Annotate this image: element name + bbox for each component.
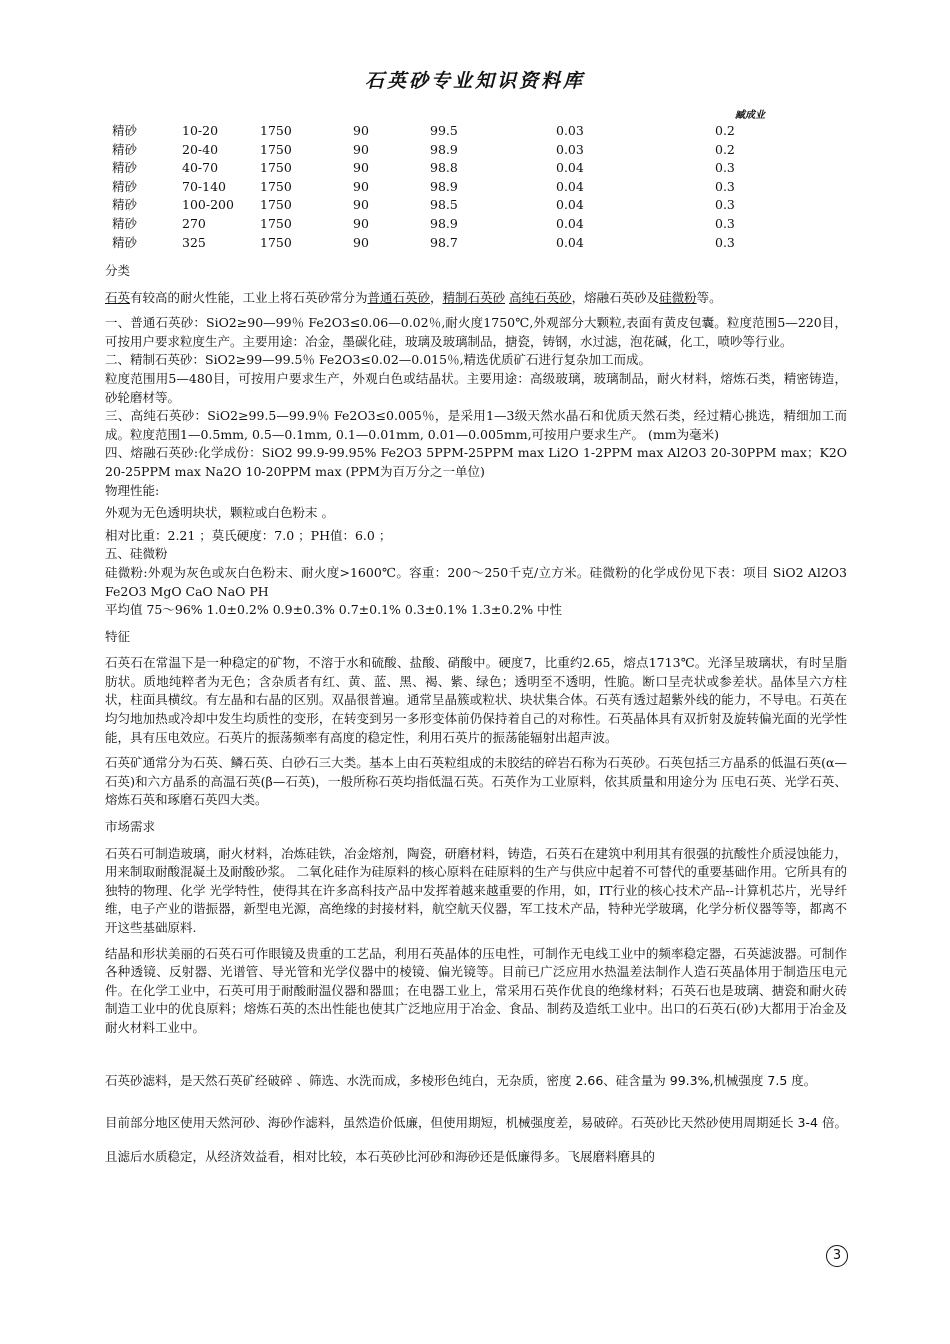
table-cell: 99.5	[430, 123, 458, 138]
table-cell: 0.04	[556, 234, 584, 250]
author-name: 臧成业	[735, 110, 765, 121]
table-cell: 90	[353, 234, 369, 250]
table-cell: 90	[353, 215, 369, 231]
table-cell: 70-140	[182, 178, 226, 194]
link-high-purity-quartz-sand[interactable]: 高纯石英砂	[509, 289, 572, 305]
table-cell: 0.3	[715, 197, 735, 213]
section-heading-market: 市场需求	[105, 819, 156, 835]
table-cell: 90	[353, 178, 369, 194]
page-number: 3	[826, 1245, 848, 1267]
section-heading-classification: 分类	[105, 263, 131, 278]
table-cell: 90	[353, 141, 369, 157]
intro-text-1: 有较高的耐火性能，工业上将石英砂常分为	[130, 289, 368, 305]
intro-text-5: 等。	[696, 289, 722, 305]
table-cell: 0.3	[715, 178, 735, 194]
classification-intro	[105, 289, 847, 308]
paragraph-silica: 硅微粉:外观为灰色或灰白色粉末、耐火度>1600℃。容重：200～250千克/立方米。硅微粉的化学成份见下表：项目 SiO2 Al2O3 Fe2O3 MgO CaO NaO PH	[105, 564, 847, 599]
table-cell: 精砂	[112, 197, 138, 213]
paragraph-high-purity: 三、高纯石英砂：SiO2≥99.5—99.9％ Fe2O3≤0.005％，是采用1—3级天然水晶石和优质天然石类，经过精心挑选，精细加工而成。粒度范围1—0.5mm, 0.5—0.1mm, 0.1—0.01mm, 0.01—0.005mm,可按用户要求生产。 (mm为毫米)	[105, 408, 847, 442]
table-cell: 0.04	[556, 178, 584, 194]
table-cell: 90	[353, 197, 369, 213]
table-cell: 0.3	[715, 234, 735, 250]
table-cell: 0.04	[556, 160, 584, 176]
paragraph-refined-detail: 粒度范围用5—480目，可按用户要求生产，外观白色或结晶状。主要用途：高级玻璃，玻璃制品，耐火材料，熔炼石类，精密铸造，砂轮磨材等。	[105, 370, 847, 405]
link-refined-quartz-sand[interactable]: 精制石英砂	[442, 289, 506, 305]
paragraph-properties: 相对比重：2.21 ；莫氏硬度：7.0 ；PH值：6.0 ；	[105, 527, 392, 543]
table-cell: 98.9	[430, 215, 458, 231]
table-cell: 98.9	[430, 141, 458, 157]
paragraph-appearance: 外观为无色透明块状，颗粒或白色粉末 。	[105, 505, 334, 521]
table-cell: 98.5	[430, 197, 458, 213]
table-cell: 1750	[260, 215, 292, 231]
table-cell: 98.8	[430, 160, 458, 176]
paragraph-silica-heading: 五、硅微粉	[105, 546, 168, 562]
paragraph-market-1: 石英石可制造玻璃，耐火材料，冶炼硅铁，冶金熔剂，陶瓷，研磨材料，铸造，石英石在建筑中利用其有很强的抗酸性介质浸蚀能力，用来制取耐酸混凝土及耐酸砂浆。 二氧化硅作为硅原料的核心原料在硅原料的生产与供应中起着不可替代的重要基础作用。它所具有的独特的物理、化学 光学特性，使得其在许多高科技产品中发挥着越来越重要的作用，如，IT行业的核心技术产品--计算机芯片，光导纤维，电子产业的谐振器，新型电光源，高绝缘的封接材料，航空航天仪器，军工技术产品，特种光学玻璃，化学分析仪器等等，都离不开这些基础原料.	[105, 845, 847, 935]
table-cell: 1750	[260, 123, 292, 138]
table-cell: 98.9	[430, 178, 458, 194]
paragraph-fused: 四、熔融石英砂:化学成份：SiO2 99.9-99.95% Fe2O3 5PPM-25PPM max Li2O 1-2PPM max Al2O3 20-30PPM max；K2O 20-25PPM max Na2O 10-20PPM max (PPM为百万分之一单位)	[105, 445, 847, 479]
paragraph-filter-2: 目前部分地区使用天然河砂、海砂作滤料，虽然造价低廉，但使用期短，机械强度差，易破碎。石英砂比天然砂使用周期延长 3-4 倍。且滤后水质稳定，从经济效益看，相对比较，本石英砂比河砂和海砂还是低廉得多。飞展磨料磨具的	[105, 1114, 847, 1164]
table-cell: 精砂	[112, 141, 138, 157]
table-cell: 0.2	[715, 123, 735, 138]
table-cell: 精砂	[112, 178, 138, 194]
document-body	[105, 258, 847, 1174]
table-cell: 1750	[260, 197, 292, 213]
table-cell: 精砂	[112, 160, 138, 176]
table-cell: 0.03	[556, 123, 584, 138]
table-cell: 98.7	[430, 234, 458, 250]
paragraph-refined: 二、精制石英砂：SiO2≥99—99.5％ Fe2O3≤0.02—0.015％,精选优质矿石进行复杂加工而成。	[105, 352, 652, 368]
page-title: 石英砂专业知识资料库	[364, 70, 585, 92]
link-silica-powder[interactable]: 硅微粉	[659, 289, 697, 305]
intro-text-2: ，	[430, 289, 443, 305]
table-cell: 1750	[260, 160, 292, 176]
table-cell: 325	[182, 234, 206, 250]
table-cell: 90	[353, 160, 369, 176]
table-cell: 0.04	[556, 215, 584, 231]
table-cell: 0.3	[715, 160, 735, 176]
table-cell: 0.2	[715, 141, 735, 157]
paragraph-physical-label: 物理性能:	[105, 482, 160, 498]
table-cell: 100-200	[182, 197, 234, 213]
paragraph-market-2: 结晶和形状美丽的石英石可作眼镜及贵重的工艺品，利用石英晶体的压电性，可制作无电线工业中的频率稳定器，石英滤波器。可制作各种透镜、反射器、光谱管、导光管和光学仪器中的棱镜、偏光镜等。目前已广泛应用水热温差法制作人造石英晶体用于制造压电元件。在化学工业中，石英可用于耐酸耐温仪器和器皿；在电器工业上，常采用石英作优良的绝缘材料；石英石也是玻璃、搪瓷和耐火砖制造工业中的优良原料；熔炼石英的杰出性能也使其广泛地应用于冶金、食品、制药及造纸工业中。出口的石英石(砂)大都用于冶金及耐火材料工业中。	[105, 945, 847, 1035]
table-cell: 1750	[260, 178, 292, 194]
paragraph-silica-values: 平均值 75～96% 1.0±0.2% 0.9±0.3% 0.7±0.1% 0.3±0.1% 1.3±0.2% 中性	[105, 602, 563, 618]
table-cell: 0.03	[556, 141, 584, 157]
paragraph-ordinary: 一、普通石英砂：SiO2≥90—99％ Fe2O3≤0.06—0.02％,耐火度1750℃,外观部分大颗粒,表面有黄皮包囊。粒度范围5—220目，可按用户要求粒度生产。主要用途：冶金，墨碳化硅，玻璃及玻璃制品，搪瓷，铸钢，水过滤，泡花碱，化工，喷吵等行业。	[105, 315, 847, 349]
table-cell: 1750	[260, 234, 292, 250]
table-cell: 精砂	[112, 234, 138, 250]
table-cell: 精砂	[112, 123, 138, 138]
table-cell: 20-40	[182, 141, 219, 157]
link-ordinary-quartz-sand[interactable]: 普通石英砂	[367, 289, 431, 305]
table-cell: 0.04	[556, 197, 584, 213]
intro-text-4: ，熔融石英砂及	[571, 289, 660, 305]
paragraph-features-2: 石英矿通常分为石英、鳞石英、白砂石三大类。基本上由石英粒组成的未胶结的碎岩石称为石英砂。石英包括三方晶系的低温石英(α—石英)和六方晶系的高温石英(β—石英)，一般所称石英均指低温石英。石英作为工业原料，依其质量和用途分为 压电石英、光学石英、熔炼石英和琢磨石英四大类。	[105, 755, 847, 808]
paragraph-filter-1: 石英砂滤料，是天然石英矿经破碎 、筛选、水洗而成，多棱形色纯白，无杂质，密度 2.66、硅含量为 99.3%,机械强度 7.5 度。	[105, 1072, 817, 1088]
link-quartz[interactable]: 石英	[105, 289, 131, 305]
table-cell: 精砂	[112, 215, 138, 231]
table-cell: 10-20	[182, 123, 219, 138]
table-cell: 40-70	[182, 160, 219, 176]
paragraph-features-1: 石英石在常温下是一种稳定的矿物，不溶于水和硫酸、盐酸、硝酸中。硬度7，比重约2.65，熔点1713℃。光泽呈玻璃状，有时呈脂肪状。质地纯粹者为无色；含杂质者有红、黄、蓝、黑、褐、紫、绿色；透明至不透明，性脆。断口呈壳状或参差状。晶体呈六方柱状，柱面具横纹。有左晶和右晶的区别。双晶很普遍。通常呈晶簇或粒状、块状集合体。石英有透过超紫外线的能力，不导电。石英在均匀地加热或冷却中发生均质性的变形，在转变到另一多形变体前仍保持着自己的对称性。石英晶体具有双折射及旋转偏光面的光学性能，具有压电效应。石英片的振荡频率有高度的稳定性，利用石英片的振荡能辐射出超声波。	[105, 655, 847, 745]
table-cell: 1750	[260, 141, 292, 157]
table-cell: 0.3	[715, 215, 735, 231]
section-heading-features: 特征	[105, 628, 131, 644]
table-cell: 270	[182, 215, 206, 231]
table-cell: 90	[353, 123, 369, 138]
